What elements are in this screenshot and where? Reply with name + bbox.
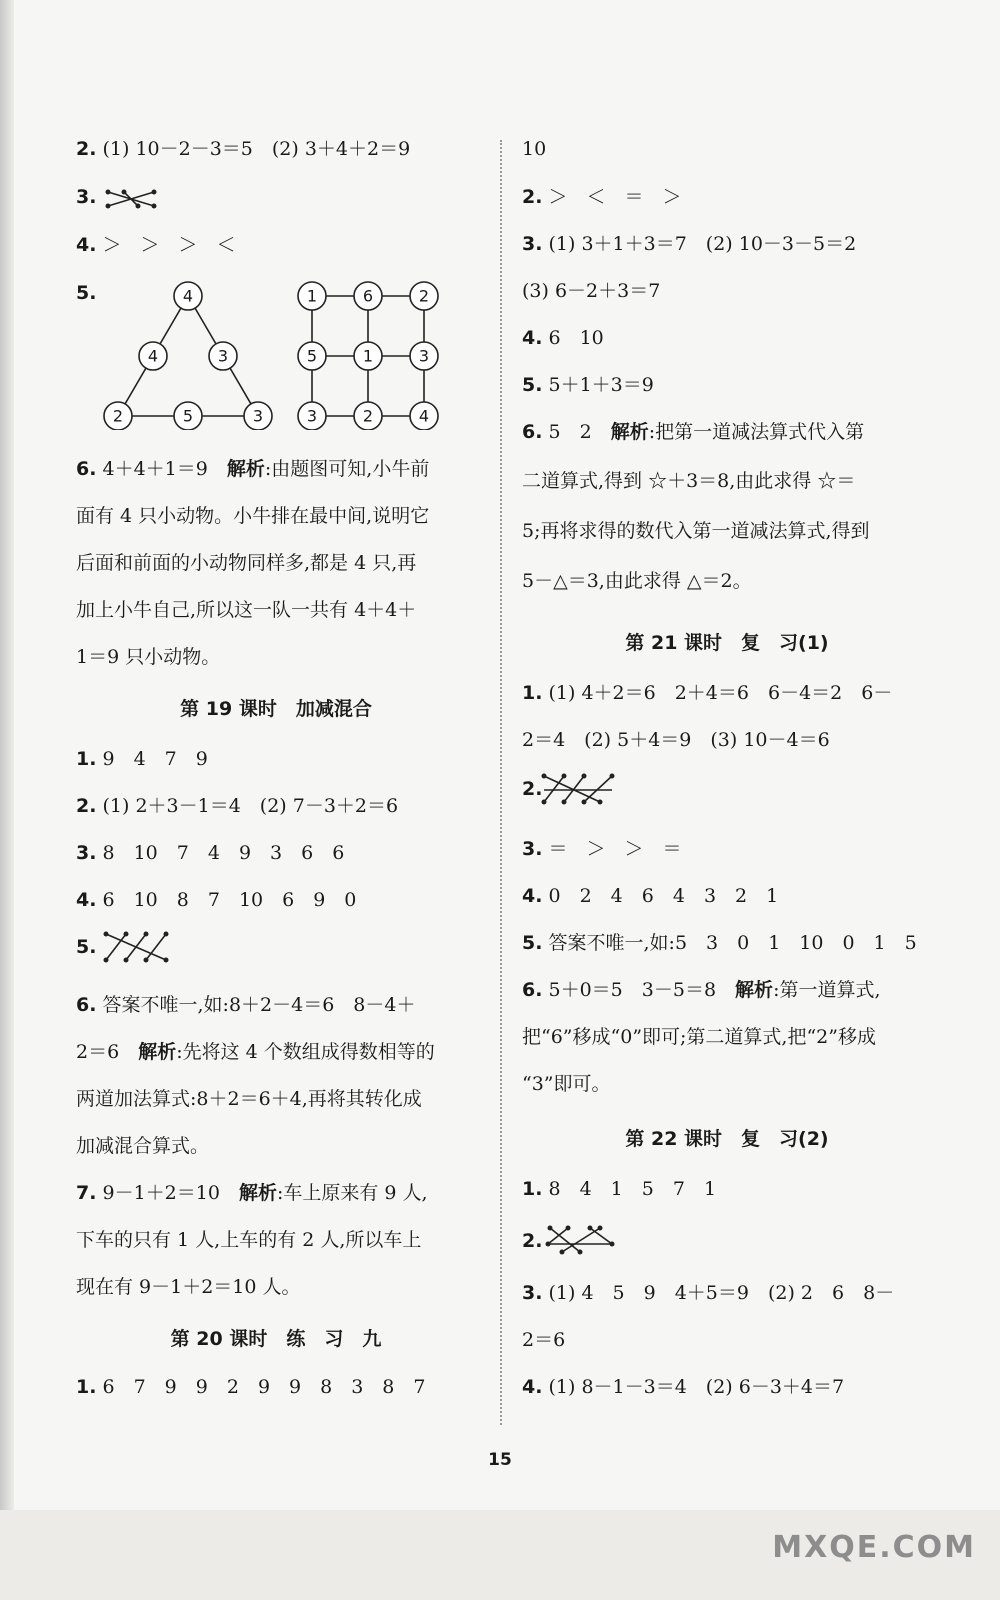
- triangle-number-diagram: [98, 280, 278, 430]
- explanation-line: 下车的只有 1 人,上车的有 2 人,所以车上: [76, 1229, 422, 1251]
- square-node: [354, 402, 382, 430]
- answer-line: 2.: [522, 778, 543, 800]
- svg-text:2: 2: [112, 406, 124, 426]
- answer-line: 7. 9－1＋2＝10 解析:车上原来有 9 人,: [76, 1182, 428, 1204]
- answer-line: 2＝6: [522, 1329, 566, 1351]
- answer-line: 4. ＞ ＞ ＞ ＜: [76, 234, 236, 256]
- svg-text:2: 2: [362, 406, 374, 426]
- binding-edge: [0, 0, 14, 1600]
- square-node: [298, 402, 326, 430]
- triangle-node: [174, 402, 202, 430]
- answer-line: 1. 9 4 7 9: [76, 748, 208, 770]
- answer-line: 3. (1) 3＋1＋3＝7 (2) 10－3－5＝2: [522, 233, 857, 255]
- section-heading-lesson-19: 第 19 课时 加减混合: [180, 698, 372, 720]
- explanation-line: 1＝9 只小动物。: [76, 646, 221, 668]
- answer-line: 4. (1) 8－1－3＝4 (2) 6－3＋4＝7: [522, 1376, 845, 1398]
- matching-lines-figure: [102, 930, 182, 964]
- square-number-diagram: [294, 280, 454, 430]
- answer-line: 3. (1) 4 5 9 4＋5＝9 (2) 2 6 8－: [522, 1282, 895, 1304]
- explanation-line: 5;再将求得的数代入第一道减法算式,得到: [522, 520, 870, 542]
- answer-line: 4. 0 2 4 6 4 3 2 1: [522, 885, 779, 907]
- svg-text:1: 1: [362, 346, 374, 366]
- svg-text:3: 3: [252, 406, 264, 426]
- answer-line: 3.: [76, 186, 97, 208]
- matching-lines-figure: [540, 1222, 620, 1258]
- svg-text:1: 1: [306, 286, 318, 306]
- answer-line: 2. (1) 2＋3－1＝4 (2) 7－3＋2＝6: [76, 795, 399, 817]
- answer-line: 2.: [522, 1230, 543, 1252]
- square-node: [354, 342, 382, 370]
- answer-line: 2. ＞ ＜ ＝ ＞: [522, 186, 682, 208]
- answer-line: (3) 6－2＋3＝7: [522, 280, 661, 302]
- answer-line: 1. (1) 4＋2＝6 2＋4＝6 6－4＝2 6－: [522, 682, 893, 704]
- svg-text:3: 3: [306, 406, 318, 426]
- triangle-node: [244, 402, 272, 430]
- triangle-node: [209, 342, 237, 370]
- svg-text:2: 2: [418, 286, 430, 306]
- square-node: [354, 282, 382, 310]
- square-node: [298, 342, 326, 370]
- answer-line: 5. 5＋1＋3＝9: [522, 374, 654, 396]
- explanation-line: 把“6”移成“0”即可;第二道算式,把“2”移成: [522, 1026, 876, 1048]
- svg-text:4: 4: [147, 346, 159, 366]
- svg-text:6: 6: [362, 286, 374, 306]
- explanation-line: 二道算式,得到 ☆＋3＝8,由此求得 ☆＝: [522, 470, 856, 492]
- section-heading-lesson-22: 第 22 课时 复 习(2): [625, 1128, 829, 1150]
- answer-line: 4. 6 10: [522, 327, 604, 349]
- matching-lines-figure: [104, 186, 160, 212]
- answer-line: 10: [522, 138, 547, 160]
- square-node: [410, 402, 438, 430]
- explanation-line: 面有 4 只小动物。小牛排在最中间,说明它: [76, 505, 430, 527]
- answer-line: 2. (1) 10－2－3＝5 (2) 3＋4＋2＝9: [76, 138, 411, 160]
- column-divider: [500, 140, 502, 1425]
- answer-line: 1. 6 7 9 9 2 9 9 8 3 8 7: [76, 1376, 426, 1398]
- answer-line: 6. 5 2 解析:把第一道减法算式代入第: [522, 421, 865, 443]
- answer-line: 6. 5＋0＝5 3－5＝8 解析:第一道算式,: [522, 979, 881, 1001]
- answer-line: 2＝6 解析:先将这 4 个数组成得数相等的: [76, 1041, 435, 1063]
- triangle-node: [174, 282, 202, 310]
- answer-line: 1. 8 4 1 5 7 1: [522, 1178, 717, 1200]
- answer-line: 6. 4＋4＋1＝9 解析:由题图可知,小牛前: [76, 458, 430, 480]
- answer-line: 3. 8 10 7 4 9 3 6 6: [76, 842, 345, 864]
- svg-text:5: 5: [182, 406, 194, 426]
- answer-line: 2＝4 (2) 5＋4＝9 (3) 10－4＝6: [522, 729, 830, 751]
- section-heading-lesson-20: 第 20 课时 练 习 九: [170, 1328, 382, 1350]
- explanation-line: 两道加法算式:8＋2＝6＋4,再将其转化成: [76, 1088, 422, 1110]
- explanation-line: “3”即可。: [522, 1073, 611, 1095]
- explanation-line: 加上小牛自己,所以这一队一共有 4＋4＋: [76, 599, 417, 621]
- answer-line: 5. 答案不唯一,如:5 3 0 1 10 0 1 5: [522, 932, 917, 954]
- answer-line: 5.: [76, 936, 97, 958]
- watermark: MXQE.COM: [772, 1530, 976, 1565]
- answer-line: 3. ＝ ＞ ＞ ＝: [522, 838, 682, 860]
- square-node: [298, 282, 326, 310]
- page-number: 15: [488, 1450, 512, 1470]
- svg-text:4: 4: [182, 286, 194, 306]
- answer-line: 4. 6 10 8 7 10 6 9 0: [76, 889, 357, 911]
- triangle-node: [104, 402, 132, 430]
- matching-lines-figure: [540, 770, 620, 808]
- square-node: [410, 282, 438, 310]
- answer-line: 5.: [76, 282, 97, 304]
- svg-text:5: 5: [306, 346, 318, 366]
- explanation-line: 加减混合算式。: [76, 1135, 210, 1157]
- square-node: [410, 342, 438, 370]
- triangle-node: [139, 342, 167, 370]
- explanation-line: 后面和前面的小动物同样多,都是 4 只,再: [76, 552, 417, 574]
- section-heading-lesson-21: 第 21 课时 复 习(1): [625, 632, 829, 654]
- explanation-line: 5－△＝3,由此求得 △＝2。: [522, 570, 752, 592]
- explanation-line: 现在有 9－1＋2＝10 人。: [76, 1276, 301, 1298]
- svg-text:3: 3: [418, 346, 430, 366]
- svg-text:3: 3: [217, 346, 229, 366]
- svg-text:4: 4: [418, 406, 430, 426]
- answer-line: 6. 答案不唯一,如:8＋2－4＝6 8－4＋: [76, 994, 416, 1016]
